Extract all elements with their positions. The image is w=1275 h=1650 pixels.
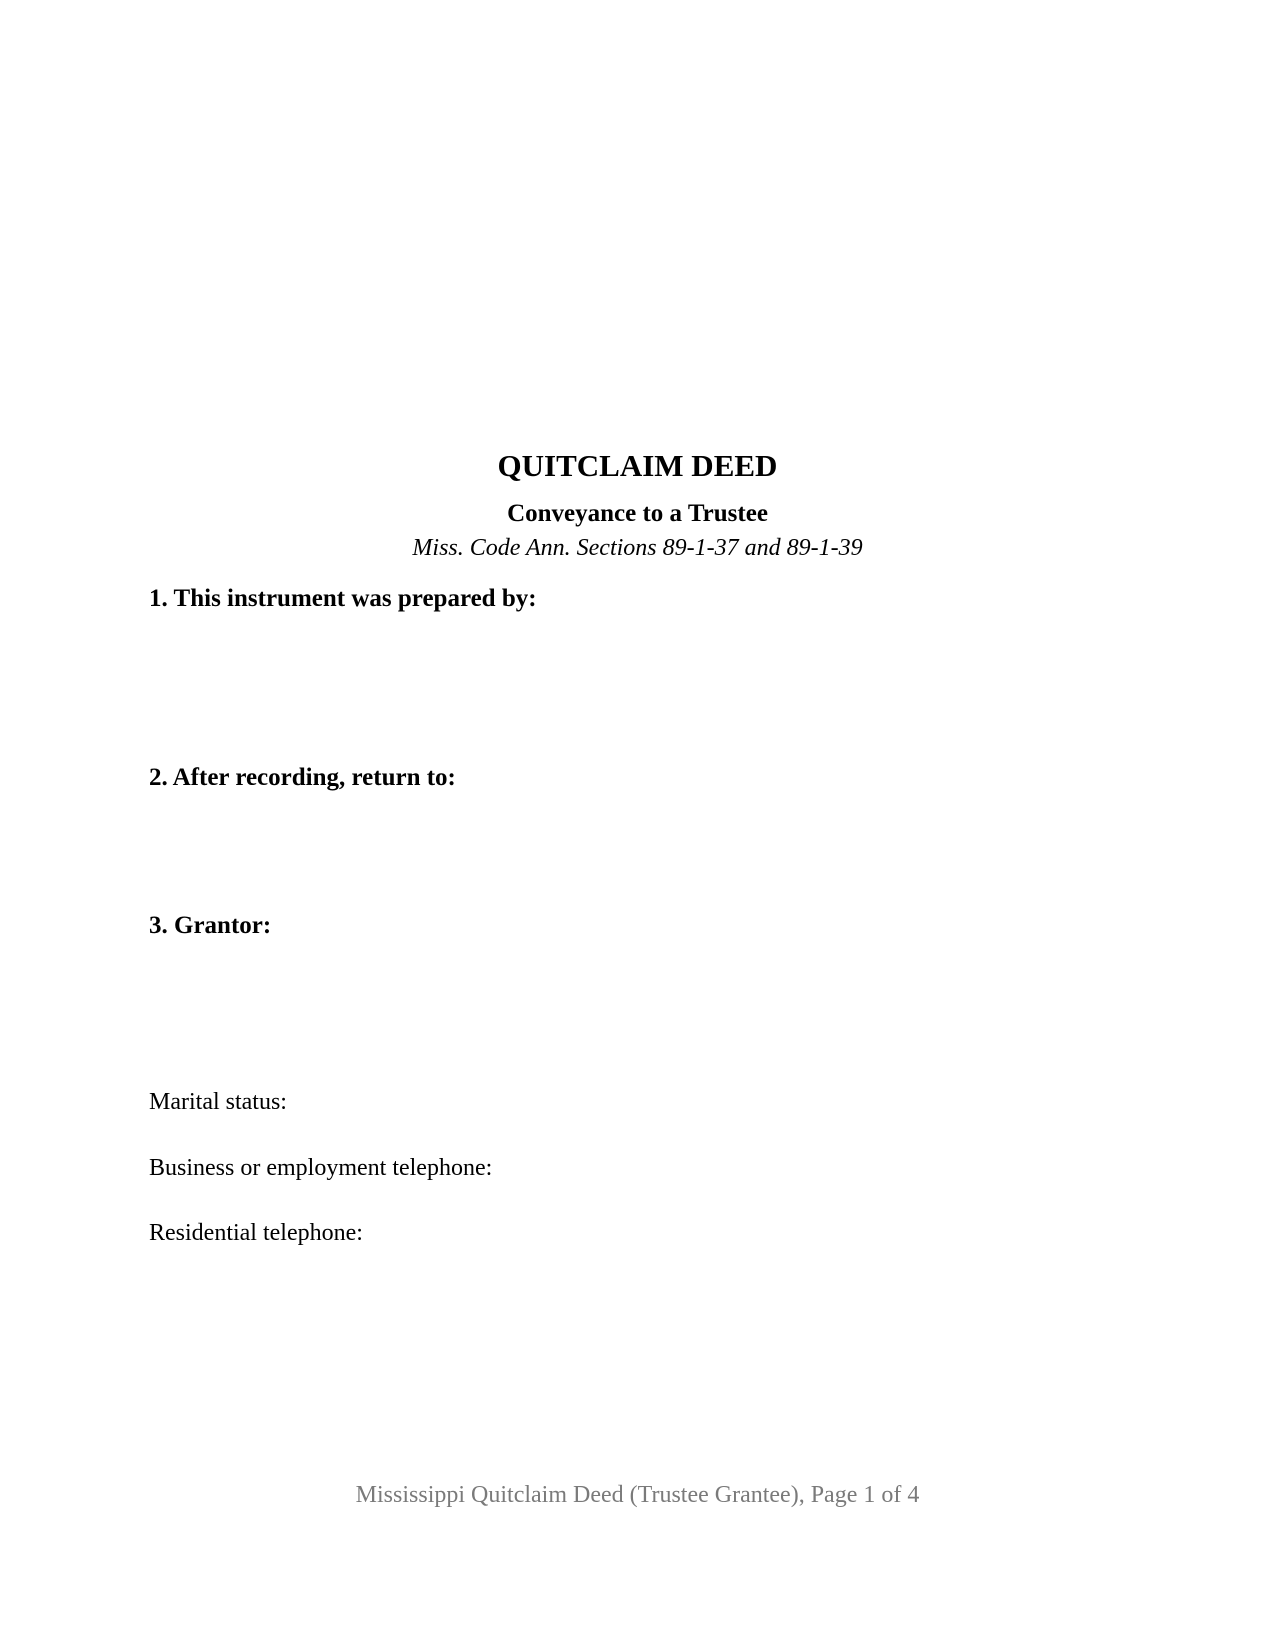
- document-subtitle: Conveyance to a Trustee: [507, 500, 768, 527]
- marital-status-label: Marital status:: [149, 1089, 287, 1115]
- business-telephone-label: Business or employment telephone:: [149, 1155, 493, 1181]
- section-grantor-heading: 3. Grantor:: [149, 912, 272, 939]
- document-title: QUITCLAIM DEED: [497, 448, 778, 483]
- section-prepared-by-heading: 1. This instrument was prepared by:: [149, 585, 537, 612]
- residential-telephone-label: Residential telephone:: [149, 1220, 363, 1246]
- page-footer: Mississippi Quitclaim Deed (Trustee Grantee), Page 1 of 4: [355, 1482, 920, 1508]
- statute-citation: Miss. Code Ann. Sections 89-1-37 and 89-1-39: [412, 535, 863, 561]
- section-return-to-heading: 2. After recording, return to:: [149, 764, 456, 791]
